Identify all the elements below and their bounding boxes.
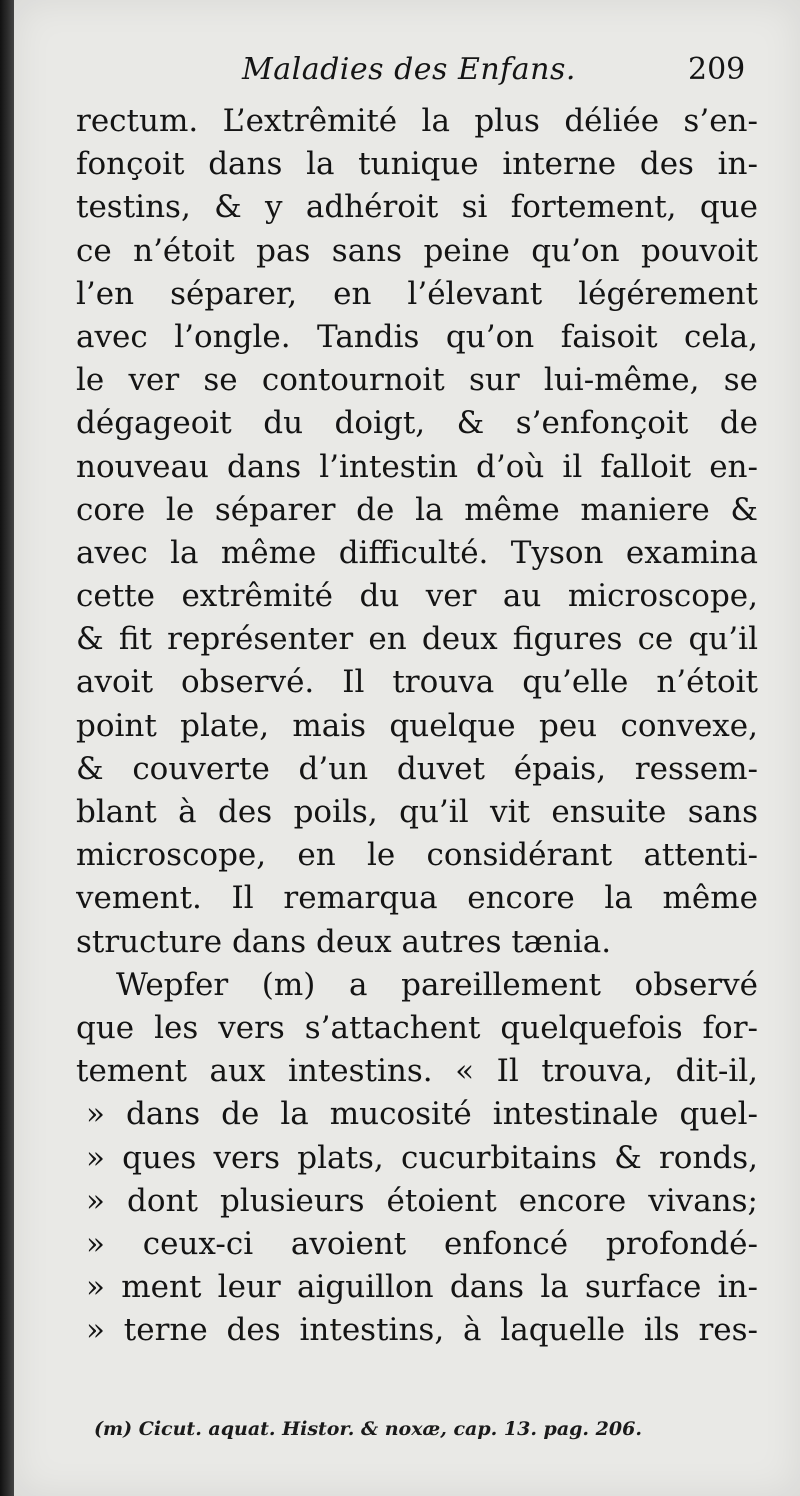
footnote: (m) Cicut. aquat. Histor. & noxæ, cap. 13. pag. 206. [94, 1418, 642, 1440]
book-page [14, 0, 800, 1496]
running-title: Maladies des Enfans. [242, 52, 576, 87]
text-line: & fit représenter en deux figures ce qu’il [76, 621, 758, 658]
text-line: cette extrêmité du ver au microscope, [76, 578, 758, 615]
text-line: avec l’ongle. Tandis qu’on faisoit cela, [76, 318, 758, 355]
text-line: avec la même difficulté. Tyson examina [76, 534, 758, 571]
text-line: blant à des poils, qu’il vit ensuite sans [76, 794, 758, 830]
text-line: » ques vers plats, cucurbitains & ronds, [86, 1139, 758, 1176]
text-line: l’en séparer, en l’élevant légérement [76, 275, 758, 312]
text-line: » dont plusieurs étoient encore vivans; [86, 1182, 758, 1219]
text-line: ce n’étoit pas sans peine qu’on pouvoit [76, 232, 758, 269]
body-text [76, 100, 758, 1352]
text-line: point plate, mais quelque peu convexe, [76, 707, 758, 744]
text-line: fonçoit dans la tunique interne des in- [76, 146, 758, 183]
text-line: dégageoit du doigt, & s’enfonçoit de [76, 405, 758, 442]
text-line: & couverte d’un duvet épais, ressem- [76, 750, 758, 787]
text-line: tement aux intestins. « Il trouva, dit-il, [76, 1053, 758, 1090]
text-line: le ver se contournoit sur lui-même, se [76, 362, 758, 399]
text-line: » terne des intestins, à laquelle ils res- [86, 1312, 758, 1349]
text-line: rectum. L’extrêmité la plus déliée s’en- [76, 103, 758, 139]
text-line: testins, & y adhéroit si fortement, que [76, 189, 758, 226]
text-line: structure dans deux autres tænia. [76, 923, 612, 960]
text-line: avoit observé. Il trouva qu’elle n’étoit [76, 664, 758, 701]
text-line: microscope, en le considérant attenti- [76, 837, 758, 874]
text-line: » ceux-ci avoient enfoncé profondé- [86, 1225, 758, 1262]
text-line: que les vers s’attachent quelquefois for- [76, 1009, 758, 1046]
text-line: » ment leur aiguillon dans la surface in- [86, 1269, 758, 1306]
text-line: nouveau dans l’intestin d’où il falloit en- [76, 448, 758, 485]
text-line: core le séparer de la même maniere & [76, 491, 758, 528]
text-line: vement. Il remarqua encore la même [76, 880, 758, 917]
page-number: 209 [688, 52, 746, 87]
book-gutter-edge [0, 0, 14, 1496]
text-line: » dans de la mucosité intestinale quel- [86, 1096, 758, 1133]
text-line: Wepfer (m) a pareillement observé [116, 966, 758, 1003]
